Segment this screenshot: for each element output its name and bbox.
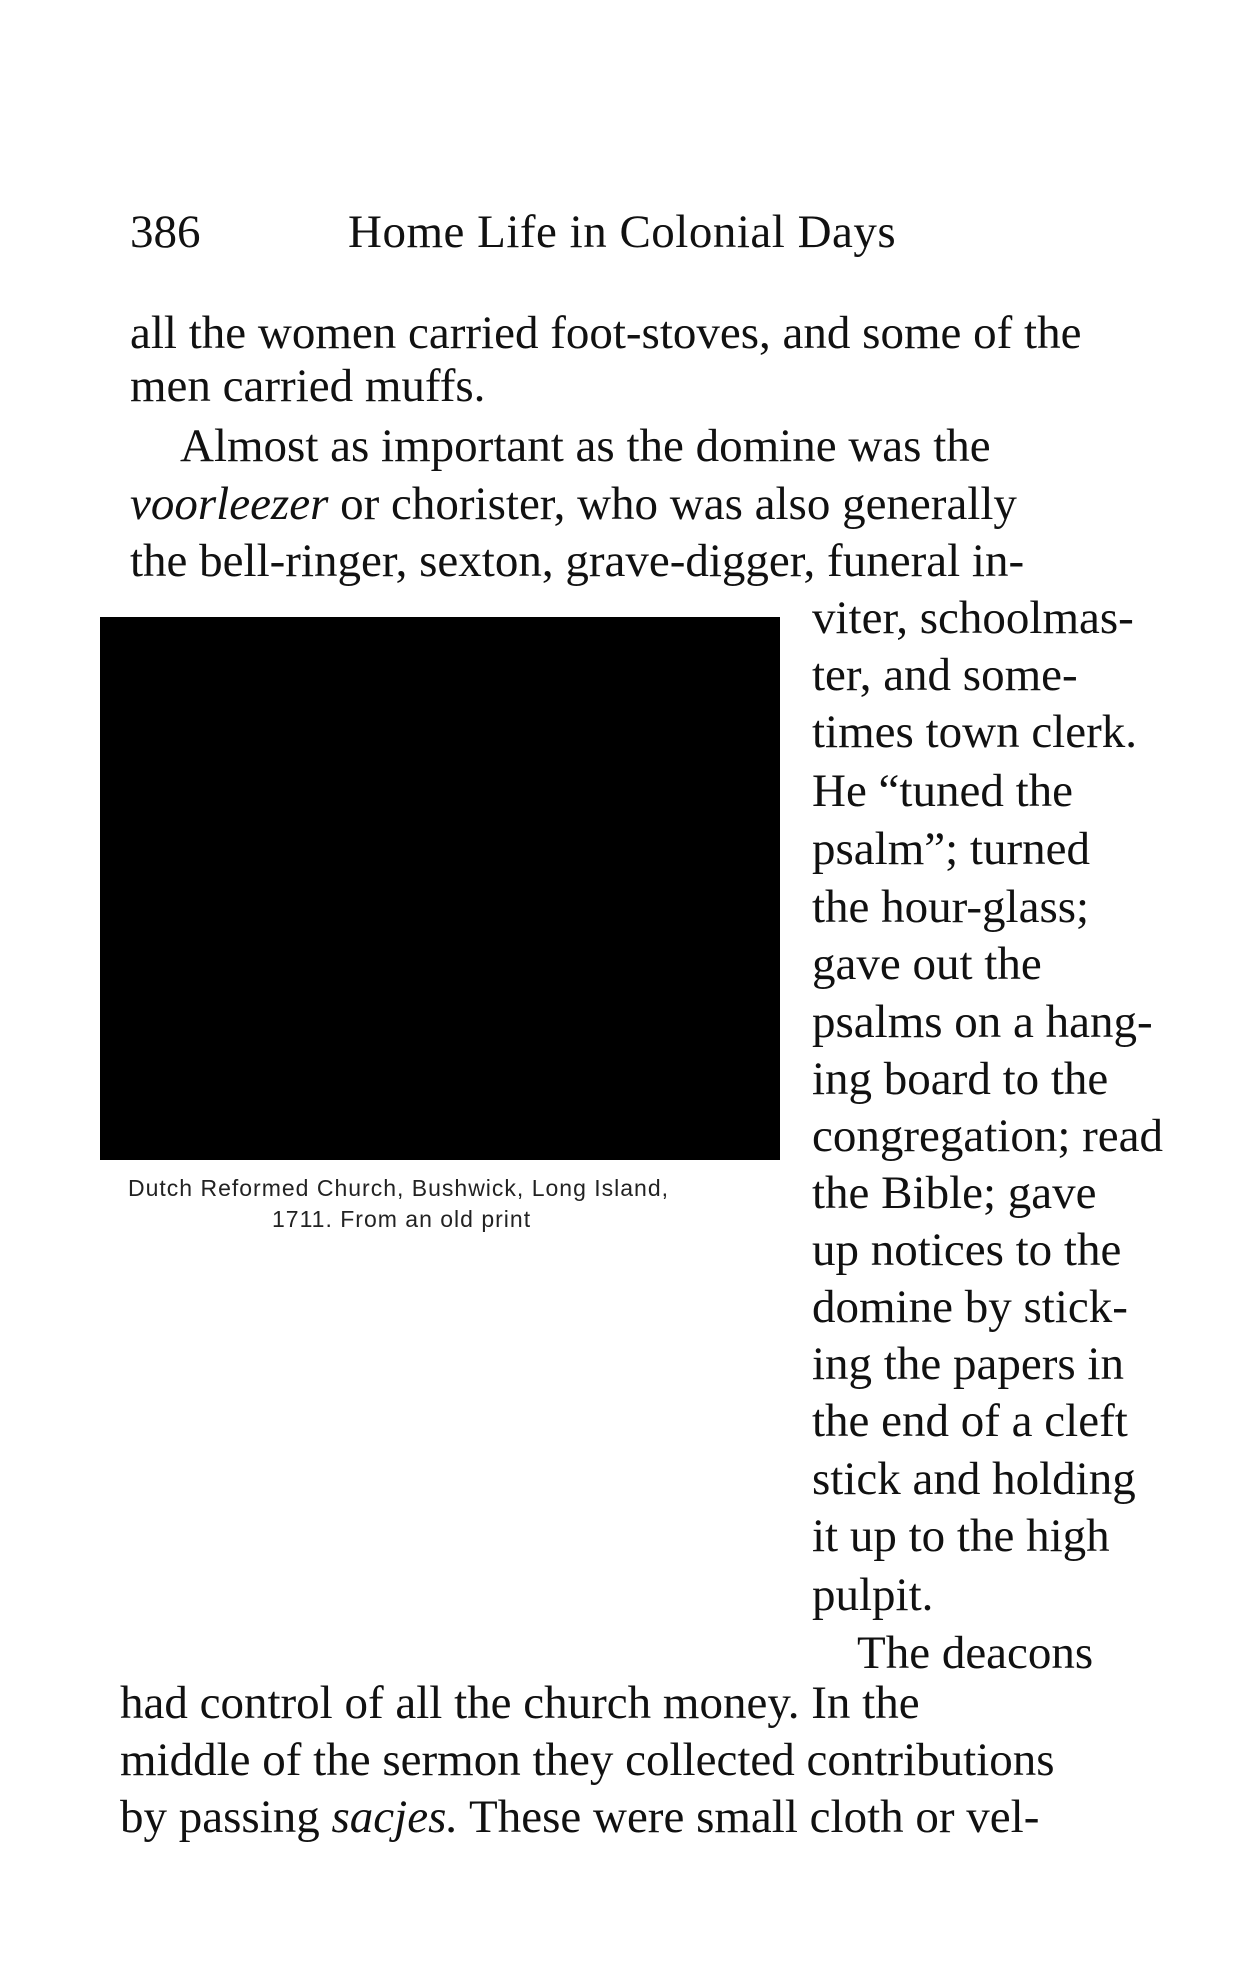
wrapped-text-line: congregation; read [812,1110,1164,1162]
body-line-bottom-1: had control of all the church money. In the [120,1677,920,1729]
wrapped-text-line: stick and holding [812,1453,1136,1505]
wrapped-text-line: He “tuned the [812,765,1074,817]
wrapped-text-line: viter, schoolmas- [812,592,1134,644]
wrapped-text-line: up notices to the [812,1224,1122,1276]
body-line-5: the bell-ringer, sexton, grave-digger, funeral in- [130,535,1025,587]
running-title: Home Life in Colonial Days [348,206,897,258]
wrapped-text-line: the Bible; gave [812,1167,1097,1219]
wrapped-text-line: times town clerk. [812,706,1138,758]
wrapped-text-line: the hour-glass; [812,881,1090,933]
wrapped-text-line: the end of a cleft [812,1395,1128,1447]
figure-caption-line-2: 1711. From an old print [272,1206,532,1232]
wrapped-text-line: pulpit. [812,1569,934,1621]
italic-term: sacjes. [331,1791,459,1843]
wrapped-text-line: gave out the [812,938,1042,990]
wrapped-text-line: it up to the high [812,1510,1110,1562]
body-line-bottom-2: middle of the sermon they collected contributions [120,1734,1055,1786]
wrapped-text-line: ing board to the [812,1053,1109,1105]
wrapped-text-line: ter, and some- [812,649,1078,701]
body-line-2: men carried muffs. [130,360,486,412]
italic-term: voorleezer [130,478,329,530]
church-illustration [100,617,780,1160]
wrapped-text-line: ing the papers in [812,1338,1124,1390]
wrapped-text-line: psalm”; turned [812,823,1091,875]
figure-caption-line-1: Dutch Reformed Church, Bushwick, Long Island, [128,1175,670,1201]
body-line-3: Almost as important as the domine was the [180,420,991,472]
wrapped-text-line: The deacons [857,1627,1094,1679]
page-number: 386 [130,206,201,258]
wrapped-text-line: domine by stick- [812,1281,1128,1333]
body-line-bottom-3: by passing sacjes. These were small cloth or vel- [120,1791,1040,1843]
wrapped-text-line: psalms on a hang- [812,996,1153,1048]
body-line-1: all the women carried foot-stoves, and some of the [130,307,1082,359]
body-line-4: voorleezer or chorister, who was also generally [130,478,1017,530]
